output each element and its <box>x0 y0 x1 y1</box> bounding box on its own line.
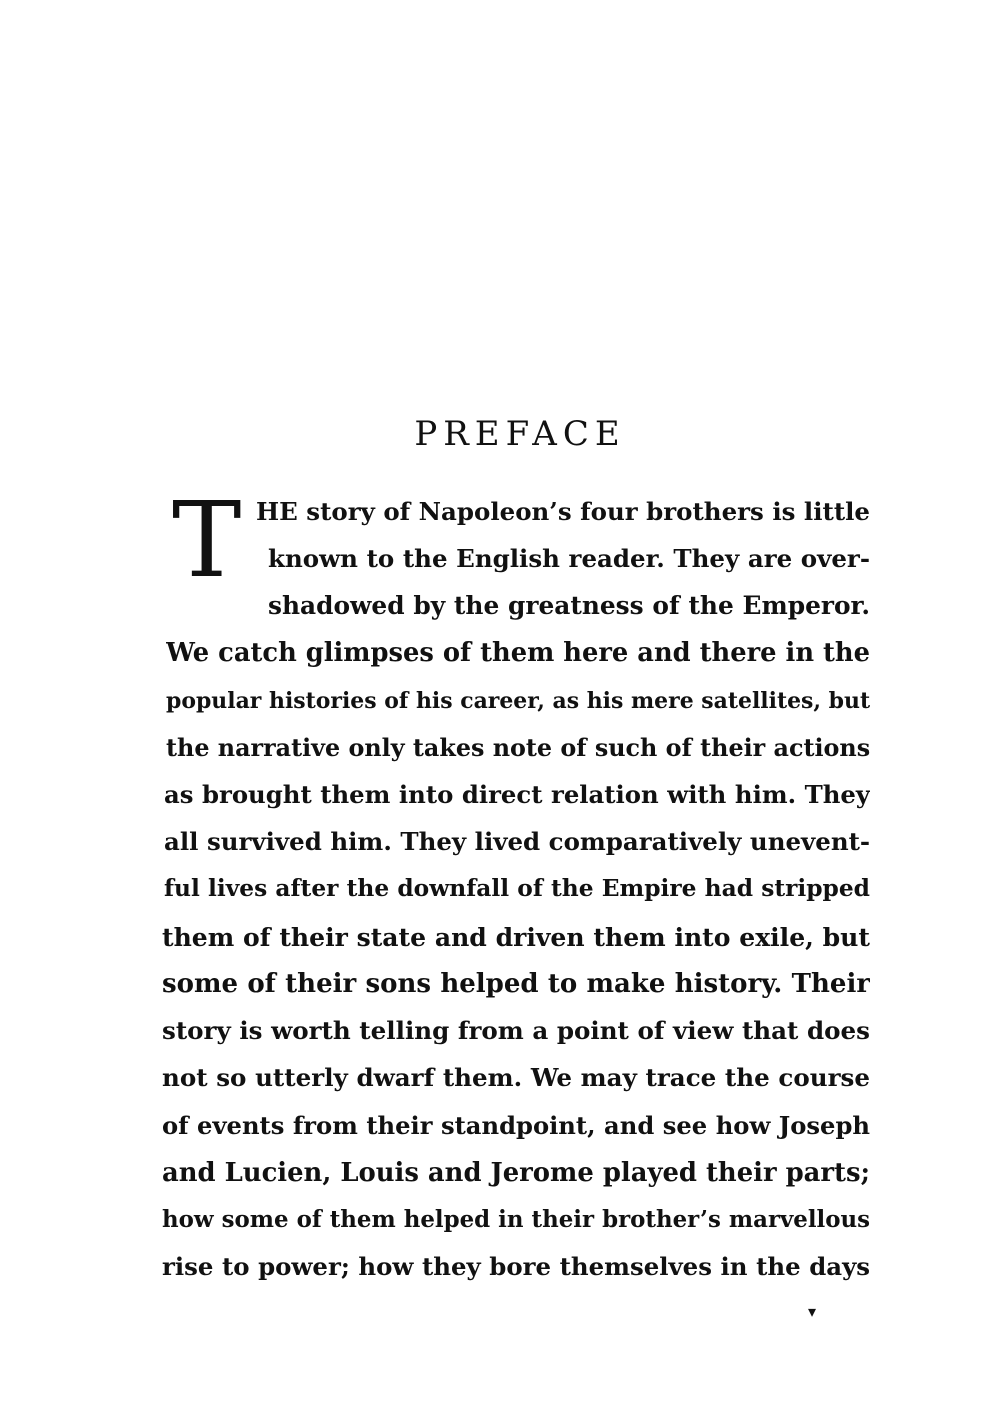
text-line: the narrative only takes note of such of their actions <box>166 734 870 762</box>
text-line: all survived him. They lived comparatively unevent- <box>164 827 870 856</box>
text-line: story is worth telling from a point of view that does <box>162 1016 870 1045</box>
text-line: rise to power; how they bore themselves in the days <box>162 1252 870 1281</box>
text-line: some of their sons helped to make history. Their <box>162 969 870 999</box>
text-line: as brought them into direct relation with him. They <box>164 780 870 809</box>
signature-mark: ▾ <box>808 1302 817 1321</box>
text-line: popular histories of his career, as his mere satellites, but <box>166 688 870 714</box>
text-line: how some of them helped in their brother’s marvellous <box>162 1207 870 1233</box>
drop-cap: T <box>172 479 242 601</box>
text-line: HE story of Napoleon’s four brothers is little <box>256 497 870 526</box>
text-line: shadowed by the greatness of the Emperor. <box>268 591 870 620</box>
text-line: them of their state and driven them into exile, but <box>162 922 870 952</box>
text-line: and Lucien, Louis and Jerome played their parts; <box>162 1158 870 1188</box>
text-line: of events from their standpoint, and see how Joseph <box>162 1111 870 1140</box>
page-title: PREFACE <box>414 414 626 454</box>
text-line: known to the English reader. They are over- <box>268 544 870 573</box>
text-line: ful lives after the downfall of the Empire had stripped <box>164 875 870 902</box>
text-line: We catch glimpses of them here and there in the <box>166 638 870 668</box>
text-line: not so utterly dwarf them. We may trace the course <box>162 1063 870 1092</box>
